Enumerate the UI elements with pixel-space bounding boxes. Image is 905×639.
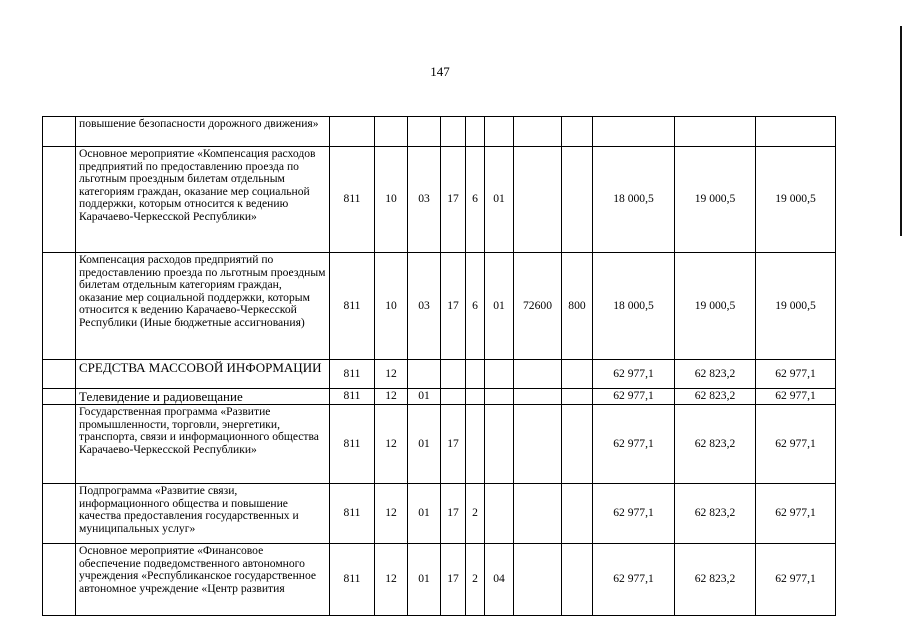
program-code: 17: [441, 405, 466, 484]
amount-year-3: 19 000,5: [756, 147, 836, 253]
expense-type-code: [562, 389, 593, 405]
section-code: 12: [375, 360, 408, 389]
ved-code: 811: [330, 405, 375, 484]
amount-year-2: 62 823,2: [675, 389, 756, 405]
direction-code: [514, 147, 562, 253]
amount-year-3: 62 977,1: [756, 405, 836, 484]
activity-code: [485, 389, 514, 405]
activity-code: [485, 405, 514, 484]
activity-code: [485, 117, 514, 147]
activity-code: [485, 360, 514, 389]
amount-year-3: 19 000,5: [756, 253, 836, 360]
table-row: [43, 147, 836, 253]
expense-type-code: [562, 544, 593, 616]
row-index-cell: [43, 405, 76, 484]
budget-table: [42, 116, 836, 616]
direction-code: [514, 484, 562, 544]
table-row: [43, 484, 836, 544]
amount-year-3: [756, 117, 836, 147]
table-row: [43, 405, 836, 484]
amount-year-1: 62 977,1: [593, 544, 675, 616]
program-code: [441, 389, 466, 405]
amount-year-3: 62 977,1: [756, 484, 836, 544]
amount-year-2: 62 823,2: [675, 360, 756, 389]
amount-year-2: 62 823,2: [675, 405, 756, 484]
expense-type-code: [562, 360, 593, 389]
table-row: [43, 253, 836, 360]
subprogram-code: 2: [466, 544, 485, 616]
ved-code: 811: [330, 253, 375, 360]
program-code: 17: [441, 147, 466, 253]
program-code: [441, 117, 466, 147]
direction-code: [514, 544, 562, 616]
row-index-cell: [43, 544, 76, 616]
program-code: 17: [441, 484, 466, 544]
subprogram-code: [466, 117, 485, 147]
program-code: 17: [441, 253, 466, 360]
expense-type-code: [562, 484, 593, 544]
expense-type-code: [562, 117, 593, 147]
amount-year-2: 62 823,2: [675, 544, 756, 616]
row-name: СРЕДСТВА МАССОВОЙ ИНФОРМАЦИИ: [76, 360, 330, 389]
amount-year-2: 19 000,5: [675, 253, 756, 360]
direction-code: [514, 389, 562, 405]
expense-type-code: [562, 147, 593, 253]
row-index-cell: [43, 147, 76, 253]
section-code: 10: [375, 147, 408, 253]
ved-code: [330, 117, 375, 147]
row-index-cell: [43, 389, 76, 405]
row-index-cell: [43, 484, 76, 544]
page-number: 147: [430, 64, 450, 79]
expense-type-code: 800: [562, 253, 593, 360]
amount-year-2: [675, 117, 756, 147]
subsection-code: [408, 117, 441, 147]
table-row: [43, 544, 836, 616]
amount-year-1: 18 000,5: [593, 147, 675, 253]
section-code: 12: [375, 544, 408, 616]
direction-code: 72600: [514, 253, 562, 360]
subsection-code: 03: [408, 147, 441, 253]
section-code: 12: [375, 484, 408, 544]
ved-code: 811: [330, 360, 375, 389]
table-row: [43, 360, 836, 389]
program-code: [441, 360, 466, 389]
amount-year-1: 62 977,1: [593, 360, 675, 389]
subsection-code: 01: [408, 544, 441, 616]
amount-year-1: 62 977,1: [593, 484, 675, 544]
ved-code: 811: [330, 484, 375, 544]
amount-year-1: 62 977,1: [593, 389, 675, 405]
section-code: 10: [375, 253, 408, 360]
table-row: [43, 389, 836, 405]
amount-year-3: 62 977,1: [756, 360, 836, 389]
amount-year-3: 62 977,1: [756, 389, 836, 405]
activity-code: [485, 484, 514, 544]
table-row: [43, 117, 836, 147]
activity-code: 04: [485, 544, 514, 616]
row-name: Компенсация расходов предприятий по предоставлению проезда по льготным проездным билетам отдельным категориям граждан, оказание мер социальной поддержки, которым относится к ведению Карачаево-Черкесской Республики (Иные бюджетные ассигнования): [76, 253, 330, 360]
row-name: Основное мероприятие «Финансовое обеспечение подведомственного автономного учреждения «Республиканское государственное автономное учреждение «Центр развития: [76, 544, 330, 616]
amount-year-1: 18 000,5: [593, 253, 675, 360]
section-code: 12: [375, 405, 408, 484]
row-name: Подпрограмма «Развитие связи, информационного общества и повышение качества предоставления государственных и муниципальных услуг»: [76, 484, 330, 544]
amount-year-2: 62 823,2: [675, 484, 756, 544]
ved-code: 811: [330, 147, 375, 253]
subprogram-code: 6: [466, 147, 485, 253]
subsection-code: [408, 360, 441, 389]
subsection-code: 01: [408, 389, 441, 405]
row-index-cell: [43, 253, 76, 360]
amount-year-3: 62 977,1: [756, 544, 836, 616]
subsection-code: 01: [408, 405, 441, 484]
section-code: [375, 117, 408, 147]
amount-year-2: 19 000,5: [675, 147, 756, 253]
amount-year-1: 62 977,1: [593, 405, 675, 484]
subsection-code: 03: [408, 253, 441, 360]
subprogram-code: 2: [466, 484, 485, 544]
activity-code: 01: [485, 253, 514, 360]
direction-code: [514, 117, 562, 147]
subsection-code: 01: [408, 484, 441, 544]
row-name: Телевидение и радиовещание: [76, 389, 330, 405]
scan-edge-mark: [900, 26, 902, 236]
subprogram-code: 6: [466, 253, 485, 360]
subprogram-code: [466, 405, 485, 484]
row-index-cell: [43, 360, 76, 389]
row-name: Основное мероприятие «Компенсация расходов предприятий по предоставлению проезда по льготным проездным билетам отдельным категориям граждан, оказание мер социальной поддержки, которым относится к ведению Карачаево-Черкесской Республики»: [76, 147, 330, 253]
direction-code: [514, 405, 562, 484]
row-name: повышение безопасности дорожного движения»: [76, 117, 330, 147]
section-code: 12: [375, 389, 408, 405]
activity-code: 01: [485, 147, 514, 253]
row-name: Государственная программа «Развитие промышленности, торговли, энергетики, транспорта, связи и информационного общества Карачаево-Черкесской Республики»: [76, 405, 330, 484]
expense-type-code: [562, 405, 593, 484]
subprogram-code: [466, 389, 485, 405]
direction-code: [514, 360, 562, 389]
program-code: 17: [441, 544, 466, 616]
ved-code: 811: [330, 544, 375, 616]
amount-year-1: [593, 117, 675, 147]
subprogram-code: [466, 360, 485, 389]
ved-code: 811: [330, 389, 375, 405]
row-index-cell: [43, 117, 76, 147]
